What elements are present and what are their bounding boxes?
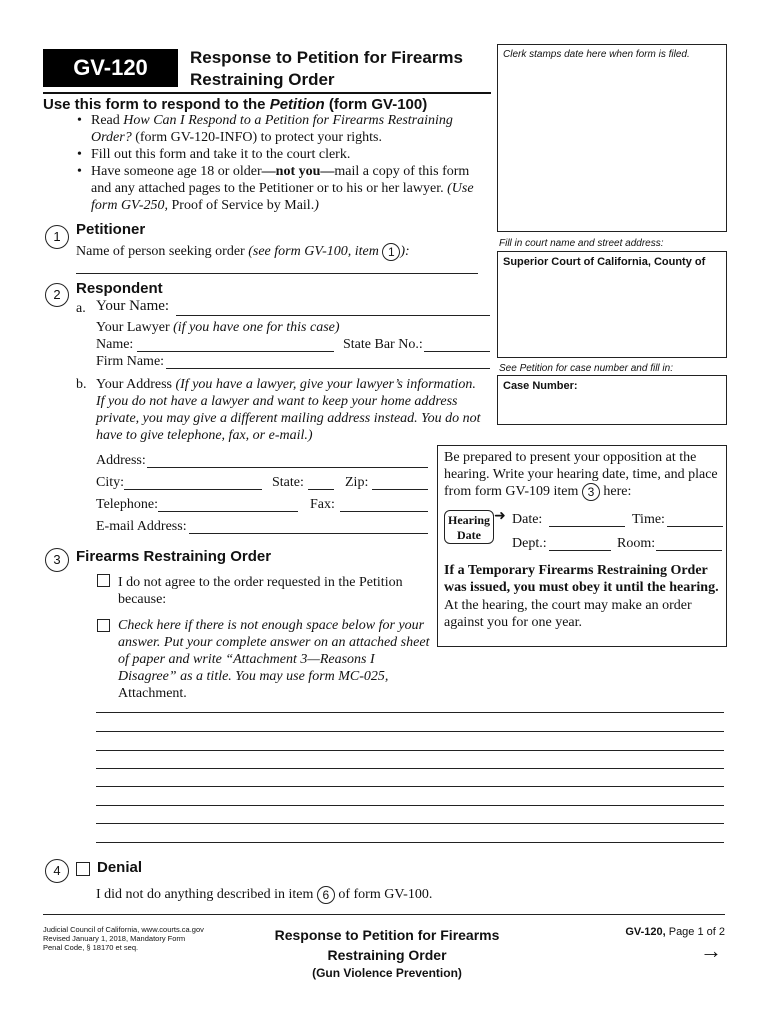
address-field[interactable] xyxy=(147,467,428,468)
address-label: Address: xyxy=(96,453,146,468)
respondent-a-letter: a. xyxy=(76,301,86,316)
answer-line[interactable] xyxy=(96,842,724,843)
section-1-title: Petitioner xyxy=(76,221,146,238)
answer-line[interactable] xyxy=(96,750,724,751)
your-address-instructions: Your Address (If you have a lawyer, give your lawyer’s information. If you do not have a lawyer and want to keep your home address private, you may give a different mailing address instead. You do not have to give telephone, fax, or e-mail.) xyxy=(96,377,481,443)
city-field[interactable] xyxy=(124,489,262,490)
footer-rule xyxy=(43,914,725,915)
denial-checkbox[interactable] xyxy=(76,862,90,876)
fax-field[interactable] xyxy=(340,511,428,512)
form-id-badge xyxy=(43,49,178,87)
petitioner-name-field[interactable] xyxy=(76,273,478,274)
hearing-dept-field[interactable] xyxy=(549,550,611,551)
answer-line[interactable] xyxy=(96,712,724,713)
email-field[interactable] xyxy=(189,533,428,534)
city-label: City: xyxy=(96,475,125,490)
zip-field[interactable] xyxy=(372,489,428,490)
telephone-label: Telephone: xyxy=(96,497,158,512)
hearing-date-field[interactable] xyxy=(549,526,625,527)
answer-line[interactable] xyxy=(96,805,724,806)
header-title-line2: Restraining Order xyxy=(190,70,335,89)
lawyer-name-field[interactable] xyxy=(137,351,334,352)
firm-name-field[interactable] xyxy=(166,368,490,369)
header-title-line1: Response to Petition for Firearms xyxy=(190,48,463,67)
answer-line[interactable] xyxy=(96,768,724,769)
hearing-date-label: Date: xyxy=(512,512,543,527)
your-name-label: Your Name: xyxy=(96,298,170,314)
court-title: Superior Court of California, County of xyxy=(503,256,706,268)
hearing-room-field[interactable] xyxy=(656,550,722,551)
section-4-number: 4 xyxy=(45,859,69,883)
intro-heading-em: Petition xyxy=(269,96,325,113)
section-4-title: Denial xyxy=(97,859,143,876)
your-lawyer-label: Your Lawyer (if you have one for this case) xyxy=(96,320,340,335)
zip-label: Zip: xyxy=(345,475,369,490)
hearing-dept-label: Dept.: xyxy=(512,536,547,551)
case-number-title: Case Number: xyxy=(503,380,578,392)
header-rule xyxy=(43,92,491,94)
item-6-ref: 6 xyxy=(317,886,335,904)
next-page-arrow-icon[interactable]: → xyxy=(700,938,722,963)
intro-bullets xyxy=(75,112,485,214)
hearing-intro: Be prepared to present your opposition at the hearing. Write your hearing date, time, and place from form GV-109 item 3 here: xyxy=(444,450,718,500)
hearing-time-label: Time: xyxy=(632,512,665,527)
header-title xyxy=(190,47,463,91)
intro-heading xyxy=(43,96,427,113)
telephone-field[interactable] xyxy=(158,511,298,512)
section-3-number: 3 xyxy=(45,548,69,572)
form-id: GV-120 xyxy=(73,55,148,80)
lawyer-name-label: Name: xyxy=(96,337,134,352)
denial-text: I did not do anything described in item 6 of form GV-100. xyxy=(96,887,433,903)
intro-heading-pre: Use this form to respond to the xyxy=(43,96,270,113)
footer-page xyxy=(560,926,725,938)
footer-form-id: GV-120, xyxy=(625,926,666,938)
firm-name-label: Firm Name: xyxy=(96,354,165,369)
answer-line[interactable] xyxy=(96,731,724,732)
footer-center: Response to Petition for Firearms Restraining Order (Gun Violence Prevention) xyxy=(274,927,500,980)
hearing-time-field[interactable] xyxy=(667,526,723,527)
state-bar-field[interactable] xyxy=(424,351,490,352)
section-3-title: Firearms Restraining Order xyxy=(76,548,272,565)
state-bar-label: State Bar No.: xyxy=(343,337,423,352)
section-2-title: Respondent xyxy=(76,280,163,297)
petitioner-label: Name of person seeking order (see form GV-100, item 1 ): xyxy=(76,244,410,260)
hearing-date-badge: Hearing Date xyxy=(444,510,494,544)
state-label: State: xyxy=(272,475,304,490)
state-field[interactable] xyxy=(308,489,334,490)
hearing-warning: If a Temporary Firearms Restraining Order was issued, you must obey it until the hearing. xyxy=(444,563,719,595)
disagree-label: I do not agree to the order requested in the Petition because: xyxy=(118,575,403,607)
intro-bullet-1: • Read How Can I Respond to a Petition for Firearms Restraining Order? (form GV-120-INFO) to protect your rights. xyxy=(75,112,485,146)
footer-page-number: Page 1 of 2 xyxy=(665,926,725,938)
answer-line[interactable] xyxy=(96,786,724,787)
disagree-checkbox[interactable] xyxy=(97,574,110,587)
section-1-number: 1 xyxy=(45,225,69,249)
hearing-note: At the hearing, the court may make an order against you for one year. xyxy=(444,598,692,630)
hearing-room-label: Room: xyxy=(617,536,656,551)
footer-left: Judicial Council of California, www.courts.ca.gov Revised January 1, 2018, Mandatory Form Penal Code, § 18170 et seq. xyxy=(43,925,204,952)
court-label: Fill in court name and street address: xyxy=(499,238,664,249)
item-1-ref: 1 xyxy=(382,243,400,261)
your-name-field[interactable] xyxy=(176,315,490,316)
answer-line[interactable] xyxy=(96,823,724,824)
case-label: See Petition for case number and fill in: xyxy=(499,363,673,374)
case-number-box[interactable] xyxy=(497,375,727,425)
email-label: E-mail Address: xyxy=(96,519,187,534)
fax-label: Fax: xyxy=(310,497,335,512)
attachment-label: Check here if there is not enough space below for your answer. Put your complete answer on an attached sheet of paper and write “Attachment 3—Reasons I Disagree” as a title. You may use form MC-025, Attachment. xyxy=(118,618,430,701)
intro-bullet-2: • Fill out this form and take it to the court clerk. xyxy=(75,146,485,163)
clerk-stamp-box[interactable] xyxy=(497,44,727,232)
clerk-stamp-label: Clerk stamps date here when form is filed. xyxy=(503,49,690,60)
section-2-number: 2 xyxy=(45,283,69,307)
court-box[interactable] xyxy=(497,251,727,358)
item-3-ref: 3 xyxy=(582,483,600,501)
respondent-b-letter: b. xyxy=(76,377,87,392)
attachment-checkbox[interactable] xyxy=(97,619,110,632)
arrow-icon: ➜ xyxy=(494,509,506,524)
intro-heading-post: (form GV-100) xyxy=(324,96,428,113)
intro-bullet-3: • Have someone age 18 or older—not you—mail a copy of this form and any attached pages to the Petitioner or to his or her lawyer. (Use form GV-250, Proof of Service by Mail.) xyxy=(75,163,485,214)
